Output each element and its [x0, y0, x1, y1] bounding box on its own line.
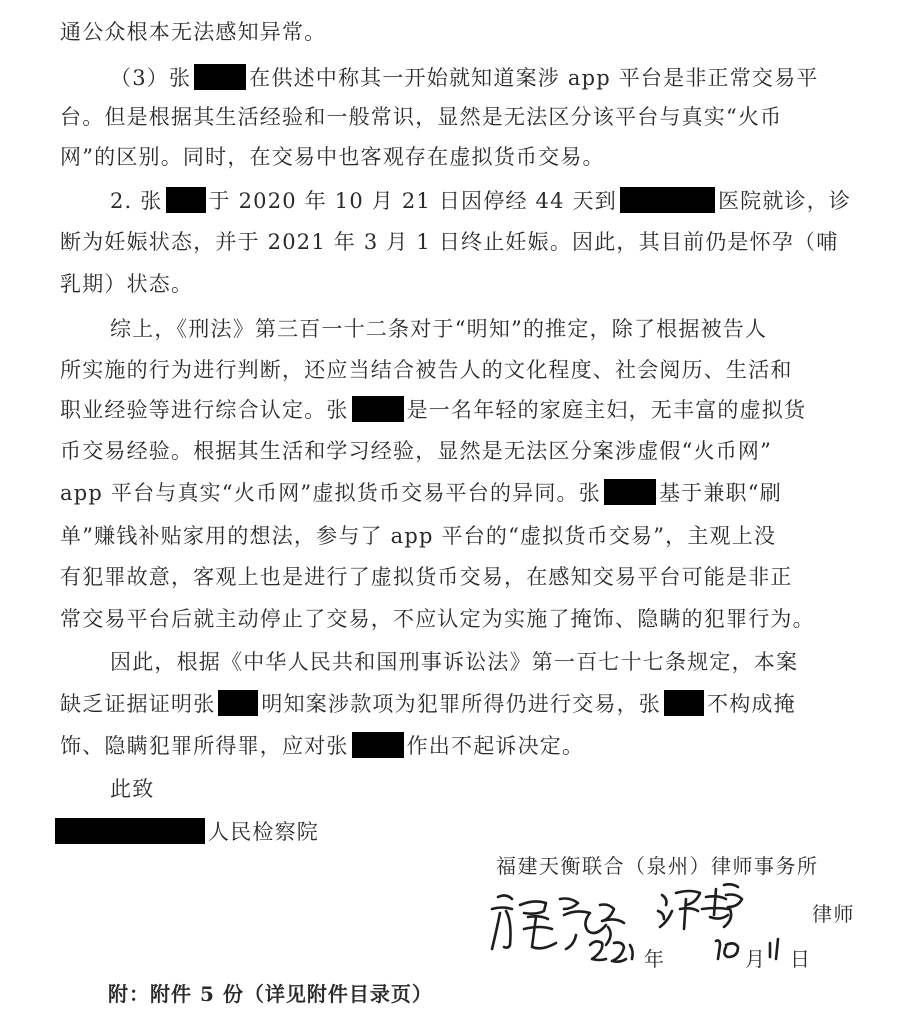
text-line: 常交易平台后就主动停止了交易，不应认定为实施了掩饰、隐瞒的犯罪行为。 — [60, 607, 815, 631]
attachment-note: 附：附件 5 份（详见附件目录页） — [108, 982, 433, 1006]
signature-stroke — [492, 895, 512, 949]
redaction-box — [664, 690, 704, 716]
text-line: 币交易经验。根据其生活和学习经验，显然是无法区分案涉虚假“火币网” — [60, 439, 773, 463]
date-day-char: 日 — [790, 947, 812, 971]
redaction-box — [194, 64, 246, 90]
text-line: 单”赚钱补贴家用的想法，参与了 app 平台的“虚拟货币交易”，主观上没 — [60, 524, 777, 548]
signature-stroke — [702, 884, 742, 927]
text-line: 通公众根本无法感知异常。 — [60, 20, 327, 44]
text-line: 有犯罪故意，客观上也是进行了虚拟货币交易，在感知交易平台可能是非正 — [60, 565, 793, 589]
handwritten-date-stroke — [590, 941, 633, 961]
text-line: 综上，《刑法》第三百一十二条对于“明知”的推定，除了根据被告人 — [110, 317, 768, 341]
redaction-box — [352, 396, 404, 422]
salutation: 此致 — [110, 777, 155, 801]
signature-stroke — [600, 905, 624, 946]
date-month-char: 月 — [745, 947, 767, 971]
text-line: 2. 张 于 2020 年 10 月 21 日因停经 44 天到 医院就诊，诊 — [110, 189, 852, 213]
law-firm-name: 福建天衡联合（泉州）律师事务所 — [496, 854, 819, 878]
redaction-box — [218, 690, 258, 716]
redaction-box — [620, 187, 715, 213]
text-line: app 平台与真实“火币网”虚拟货币交易平台的异同。张 基于兼职“刷 — [60, 481, 782, 505]
lawyer-title: 律师 — [812, 902, 855, 926]
text-line: （3）张 在供述中称其一开始就知道案涉 app 平台是非正常交易平 — [110, 66, 819, 90]
signature-stroke — [520, 901, 556, 948]
redaction-box — [55, 818, 205, 844]
text-line: 所实施的行为进行判断，还应当结合被告人的文化程度、社会阅历、生活和 — [60, 358, 793, 382]
text-line: 网”的区别。同时，在交易中也客观存在虚拟货币交易。 — [60, 145, 605, 169]
text-line: 因此，根据《中华人民共和国刑事诉讼法》第一百七十七条规定，本案 — [110, 650, 799, 674]
handwritten-date-stroke — [770, 939, 778, 959]
text-line: 断为妊娠状态，并于 2021 年 3 月 1 日终止妊娠。因此，其目前仍是怀孕（哺 — [60, 230, 839, 254]
redaction-box — [352, 732, 404, 758]
redaction-box — [604, 479, 656, 505]
redaction-box — [166, 187, 206, 213]
text-line: 缺乏证据证明张 明知案涉款项为犯罪所得仍进行交易，张 不构成掩 — [60, 692, 796, 716]
date-year-char: 年 — [644, 947, 666, 971]
text-line: 职业经验等进行综合认定。张 是一名年轻的家庭主妇，无丰富的虚拟货 — [60, 398, 807, 422]
text-line: 饰、隐瞒犯罪所得罪，应对张 作出不起诉决定。 — [60, 734, 585, 758]
handwritten-date-stroke — [716, 941, 738, 960]
text-line: 台。但是根据其生活经验和一般常识，显然是无法区分该平台与真实“火币 — [60, 105, 783, 129]
signature-stroke — [658, 891, 700, 929]
text-line: 乳期）状态。 — [60, 272, 194, 296]
recipient-line: 人民检察院 — [55, 818, 319, 846]
